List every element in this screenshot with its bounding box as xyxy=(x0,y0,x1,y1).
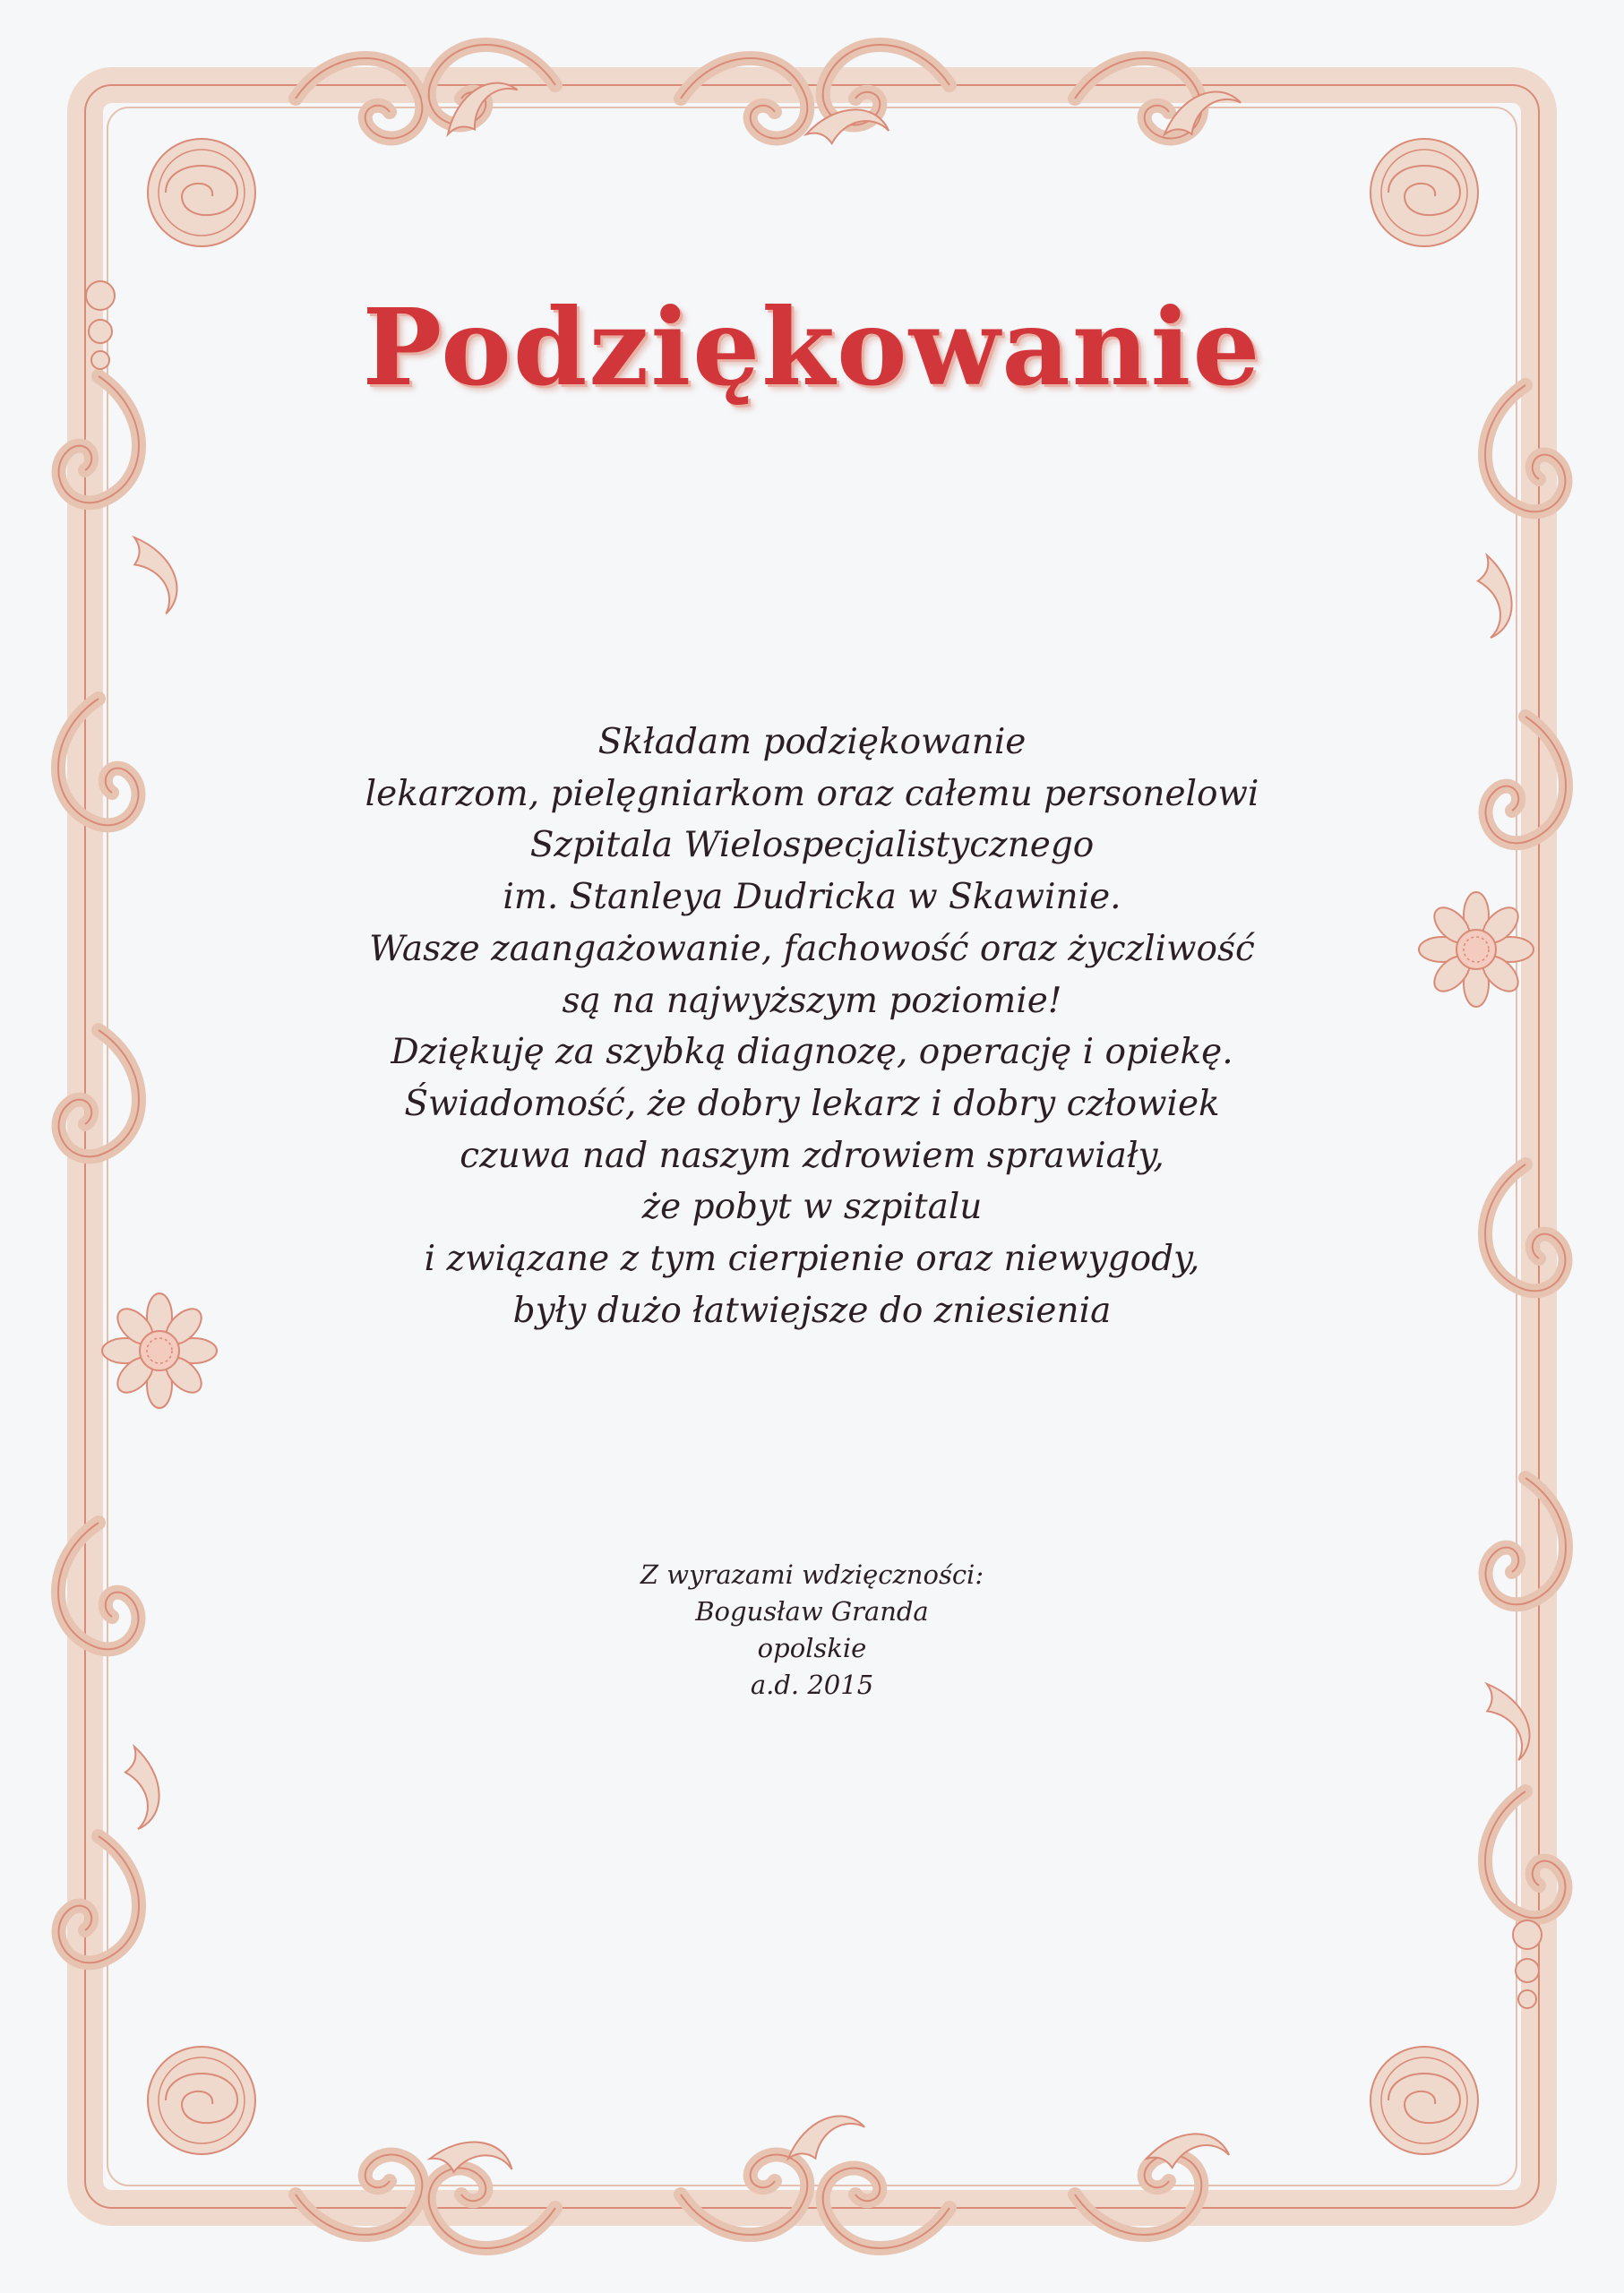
author-name: Bogusław Granda xyxy=(695,1596,929,1627)
message-line: Świadomość, że dobry lekarz i dobry człowiek xyxy=(404,1083,1220,1124)
document-date: a.d. 2015 xyxy=(750,1670,874,1700)
message-line: lekarzom, pielęgniarkom oraz całemu personelowi xyxy=(365,773,1259,814)
rose-icon xyxy=(148,139,255,246)
bottom-scrolls xyxy=(296,2111,1232,2248)
message-line: Szpitala Wielospecjalistycznego xyxy=(529,825,1095,866)
closing-phrase: Z wyrazami wdzięczności: xyxy=(640,1559,984,1590)
message-line: były dużo łatwiejsze do zniesienia xyxy=(512,1290,1112,1331)
signature-block xyxy=(0,1557,1624,1704)
message-line: Składam podziękowanie xyxy=(597,722,1027,762)
message-line: że pobyt w szpitalu xyxy=(641,1187,983,1228)
message-line: im. Stanleya Dudricka w Skawinie. xyxy=(503,877,1121,918)
author-region: opolskie xyxy=(757,1633,867,1663)
rosette-flower-icon xyxy=(102,1293,217,1408)
thank-you-message xyxy=(224,717,1400,1336)
rose-icon xyxy=(1371,139,1478,246)
certificate-title: Podziękowanie xyxy=(362,285,1262,409)
message-line: są na najwyższym poziomie! xyxy=(562,980,1062,1021)
rose-icon xyxy=(1371,2047,1478,2154)
message-line: czuwa nad naszym zdrowiem sprawiały, xyxy=(460,1135,1164,1176)
message-line: i związane z tym cierpienie oraz niewygody, xyxy=(424,1239,1200,1280)
message-line: Dziękuję za szybką diagnozę, operację i opiekę. xyxy=(391,1032,1233,1073)
rose-icon xyxy=(148,2047,255,2154)
message-line: Wasze zaangażowanie, fachowość oraz życzliwość xyxy=(369,928,1255,969)
